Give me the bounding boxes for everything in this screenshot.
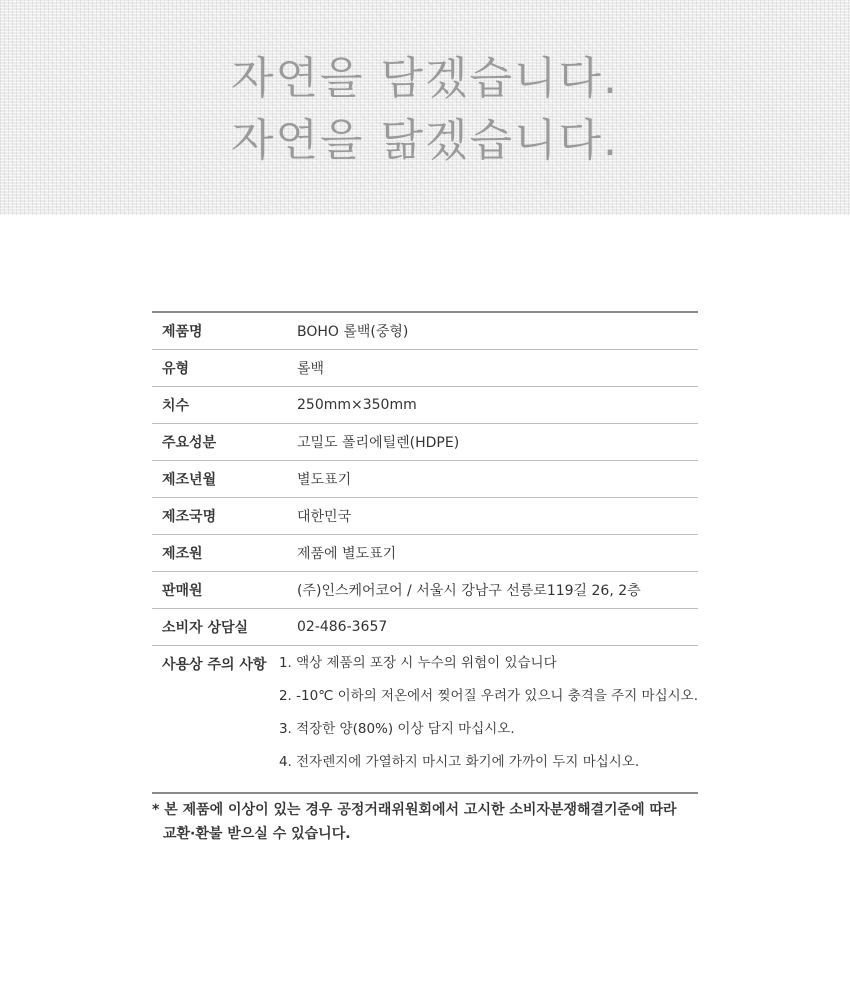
product-spec-table (152, 311, 698, 794)
spec-label: 제조년월 (162, 472, 217, 488)
spec-label: 사용상 주의 사항 (162, 657, 267, 673)
spec-row-caution (152, 646, 698, 794)
caution-list (279, 654, 698, 786)
spec-value: 고밀도 폴리에틸렌(HDPE) (297, 435, 460, 451)
spec-label: 판매원 (162, 583, 203, 599)
spec-row-country (152, 498, 698, 535)
spec-row-material (152, 424, 698, 461)
spec-label: 제조국명 (162, 509, 217, 525)
caution-item: 1. 액상 제품의 포장 시 누수의 위험이 있습니다 (278, 655, 557, 671)
spec-value: 250mm×350mm (297, 397, 417, 413)
spec-value: 롤백 (297, 361, 325, 377)
spec-label: 제조원 (162, 546, 203, 562)
caution-item: 2. -10℃ 이하의 저온에서 찢어질 우려가 있으니 충격을 주지 마십시오. (278, 688, 698, 704)
banner-line-1: 자연을 담겠습니다. (230, 53, 619, 104)
refund-notice (152, 798, 712, 846)
spec-value: 02-486-3657 (297, 619, 388, 635)
spec-label: 제품명 (162, 324, 203, 340)
spec-label: 소비자 상담실 (162, 620, 249, 636)
spec-value: BOHO 롤백(중형) (297, 324, 409, 340)
banner-slogan (0, 48, 850, 172)
spec-value: 별도표기 (297, 472, 352, 488)
caution-item: 4. 전자렌지에 가열하지 마시고 화기에 가까이 두지 마십시오. (278, 754, 640, 770)
refund-notice-line-1: * 본 제품에 이상이 있는 경우 공정거래위원회에서 고시한 소비자분쟁해결기준에 따라 (152, 802, 677, 818)
banner-line-2: 자연을 닮겠습니다. (230, 115, 619, 166)
spec-row-seller (152, 572, 698, 609)
spec-row-customer-service (152, 609, 698, 646)
spec-value: 대한민국 (297, 509, 352, 525)
spec-label: 유형 (162, 361, 190, 377)
spec-row-manufacture-date (152, 461, 698, 498)
spec-row-manufacturer (152, 535, 698, 572)
spec-value: (주)인스케어코어 / 서울시 강남구 선릉로119길 26, 2층 (297, 583, 641, 599)
spec-label: 치수 (162, 398, 190, 414)
spec-label: 주요성분 (162, 435, 217, 451)
spec-row-type (152, 350, 698, 387)
caution-item: 3. 적장한 양(80%) 이상 담지 마십시오. (278, 721, 515, 737)
refund-notice-line-2: 교환·환불 받으실 수 있습니다. (163, 826, 351, 842)
spec-row-dimensions (152, 387, 698, 424)
spec-row-product-name (152, 313, 698, 350)
header-banner (0, 0, 850, 215)
spec-value: 제품에 별도표기 (297, 546, 397, 562)
